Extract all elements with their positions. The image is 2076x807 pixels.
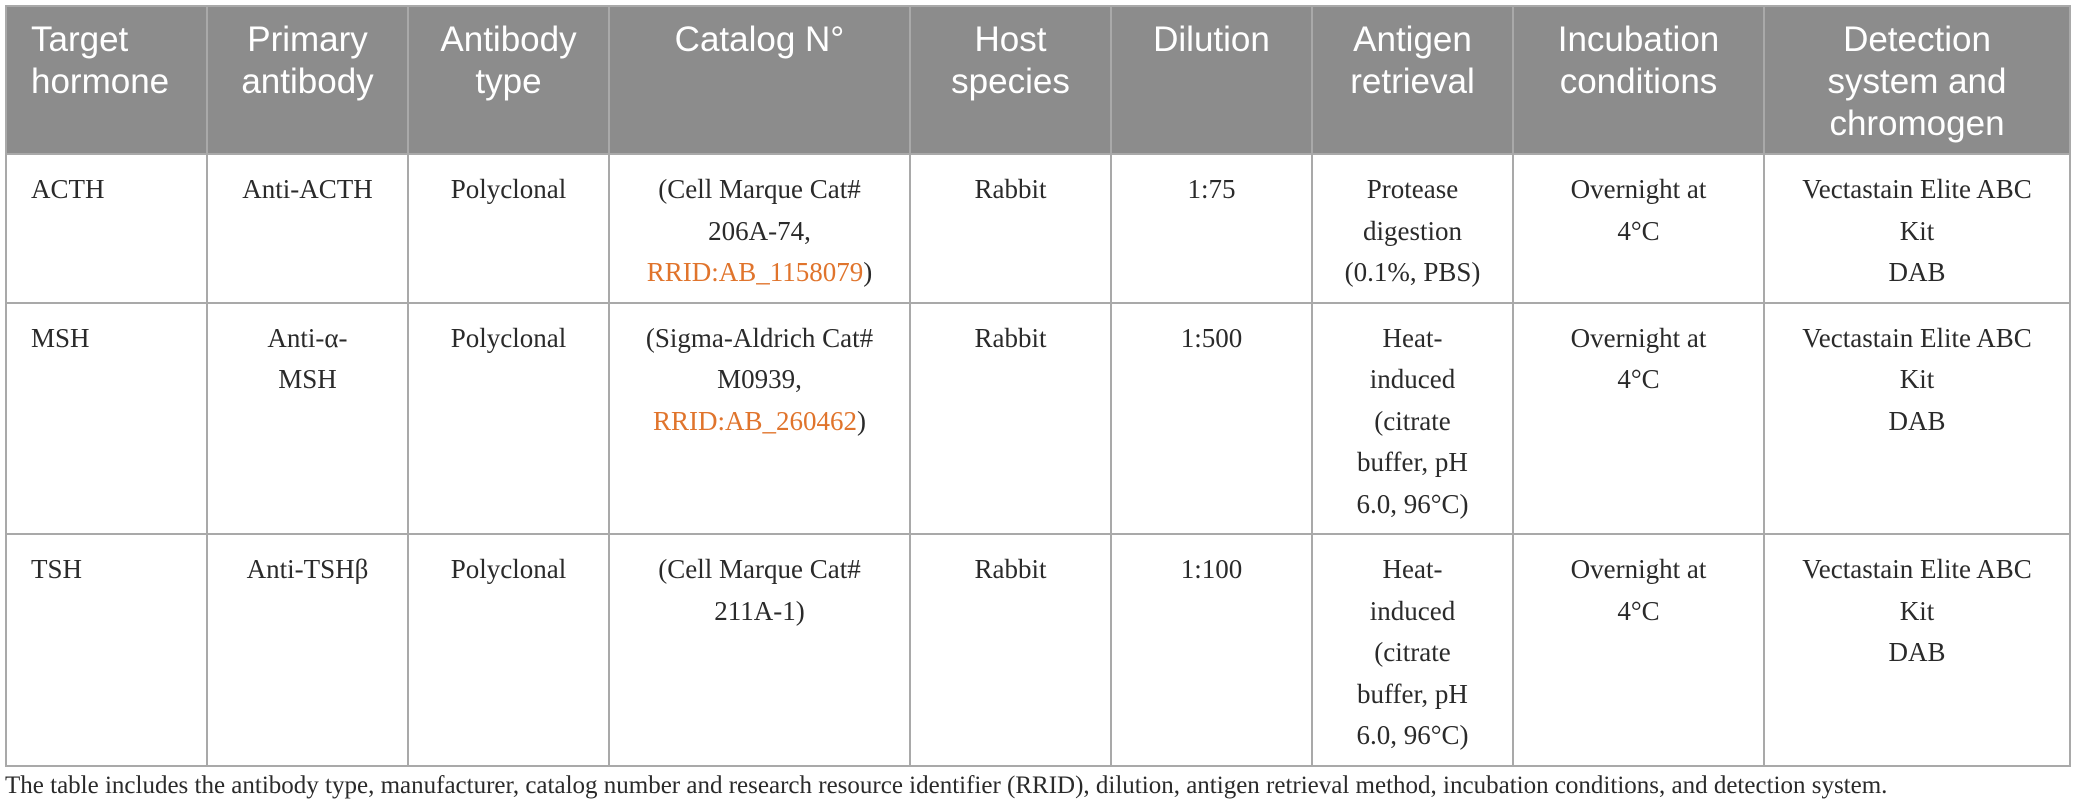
table-row (6, 303, 2070, 535)
cell-antibody: Anti-ACTH (207, 154, 408, 303)
cell-target: TSH (6, 534, 207, 766)
header-dilution: Dilution (1111, 6, 1312, 154)
cell-host: Rabbit (910, 303, 1111, 535)
header-row (6, 6, 2070, 154)
header-primary-antibody: Primary antibody (207, 6, 408, 154)
header-antigen-retrieval: Antigen retrieval (1312, 6, 1513, 154)
cell-dilution: 1:500 (1111, 303, 1312, 535)
cell-type: Polyclonal (408, 303, 609, 535)
header-detection-system: Detection system and chromogen (1764, 6, 2070, 154)
cell-detection: Vectastain Elite ABC Kit DAB (1764, 154, 2070, 303)
table-row (6, 534, 2070, 766)
table-row (6, 154, 2070, 303)
cell-target: ACTH (6, 154, 207, 303)
cell-antibody: Anti-α- MSH (207, 303, 408, 535)
header-antibody-type: Antibody type (408, 6, 609, 154)
cell-catalog: (Cell Marque Cat# 211A-1) (609, 534, 910, 766)
cell-target: MSH (6, 303, 207, 535)
rrid-link[interactable]: RRID:AB_1158079 (646, 257, 864, 287)
cell-detection: Vectastain Elite ABC Kit DAB (1764, 534, 2070, 766)
cell-antibody: Anti-TSHβ (207, 534, 408, 766)
cell-detection: Vectastain Elite ABC Kit DAB (1764, 303, 2070, 535)
cell-incubation: Overnight at 4°C (1513, 303, 1764, 535)
header-host-species: Host species (910, 6, 1111, 154)
cell-type: Polyclonal (408, 154, 609, 303)
cell-incubation: Overnight at 4°C (1513, 534, 1764, 766)
cell-host: Rabbit (910, 534, 1111, 766)
cell-retrieval: Heat- induced (citrate buffer, pH 6.0, 96°C) (1312, 534, 1513, 766)
antibody-table (5, 5, 2071, 767)
cell-catalog: (Cell Marque Cat# 206A-74, RRID:AB_1158079) (609, 154, 910, 303)
rrid-link[interactable]: RRID:AB_260462 (652, 405, 858, 436)
cell-host: Rabbit (910, 154, 1111, 303)
cell-catalog: (Sigma-Aldrich Cat# M0939, RRID:AB_260462) (609, 303, 910, 535)
cell-type: Polyclonal (408, 534, 609, 766)
header-incubation-conditions: Incubation conditions (1513, 6, 1764, 154)
cell-dilution: 1:100 (1111, 534, 1312, 766)
cell-retrieval: Heat- induced (citrate buffer, pH 6.0, 96°C) (1312, 303, 1513, 535)
cell-dilution: 1:75 (1111, 154, 1312, 303)
table-caption: The table includes the antibody type, manufacturer, catalog number and research resource identifier (RRID), dilution, antigen retrieval method, incubation conditions, and detection system. (5, 772, 1888, 799)
cell-incubation: Overnight at 4°C (1513, 154, 1764, 303)
header-target-hormone: Target hormone (6, 6, 207, 154)
cell-retrieval: Protease digestion (0.1%, PBS) (1312, 154, 1513, 303)
header-catalog-number: Catalog N° (609, 6, 910, 154)
